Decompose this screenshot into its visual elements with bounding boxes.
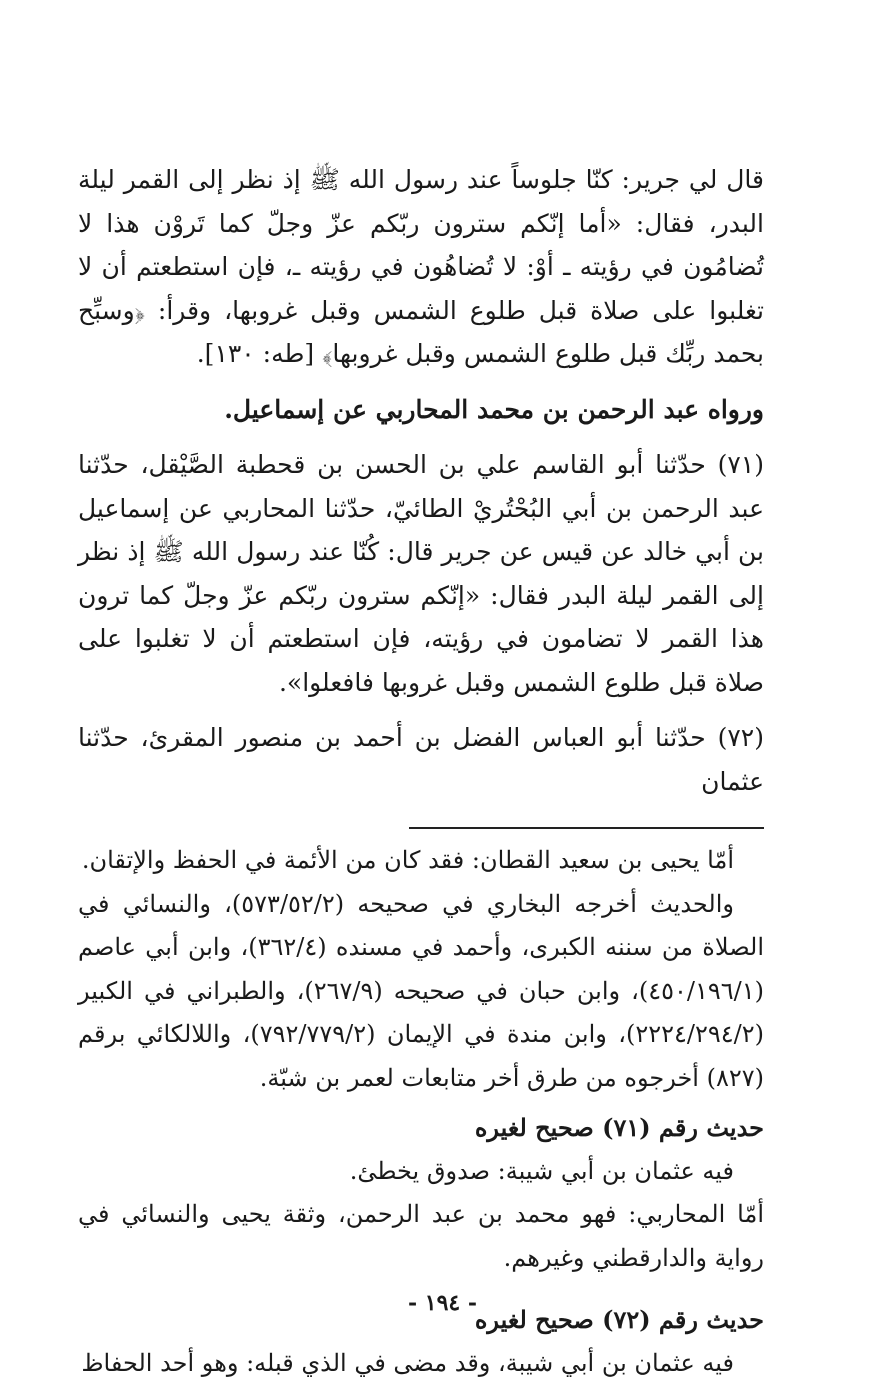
footnote-line: أمّا المحاربي: فهو محمد بن عبد الرحمن، وثقة يحيى والنسائي في رواية والدارقطني وغيرهم. <box>78 1200 764 1272</box>
paragraph-hadith-72: (٧٢) حدّثنا أبو العباس الفضل بن أحمد بن منصور المقرئ، حدّثنا عثمان <box>78 723 764 796</box>
paragraph-hadith-70-text: قال لي جرير: كنّا جلوساً عند رسول الله ﷺ إذ نظر إلى القمر ليلة البدر، فقال: «أما إنّكم سترون ربّكم عزّ وجلّ كما تَروْن هذا لا تُضامُون في رؤيته ـ أوْ: لا تُضاهُون في رؤيته ـ، فإن استطعتم أن لا تغلبوا على صلاة قبل طلوع الشمس وقبل غروبها، وقرأ: ﴿وسبِّح بحمد ربِّك قبل طلوع الشمس وقبل غروبها﴾ [طه: ١٣٠]. <box>78 165 764 368</box>
main-text <box>78 158 764 803</box>
footnote-line: فيه عثمان بن أبي شيبة: صدوق يخطئ. <box>349 1156 734 1185</box>
footnote-line: والحديث أخرجه البخاري في صحيحه (٥٧٣/٥٢/٢)، والنسائي في الصلاة من سننه الكبرى، وأحمد في مسنده (٣٦٢/٤)، وابن أبي عاصم (٤٥٠/١٩٦/١)، وابن حبان في صحيحه (٢٦٧/٩)، والطبراني في الكبير (٢٢٢٤/٢٩٤/٢)، وابن مندة في الإيمان (٧٩٢/٧٧٩/٢)، واللالكائي برقم (٨٢٧) أخرجوه من طرق أخر متابعات لعمر بن شبّة. <box>78 889 765 1092</box>
book-page <box>78 158 764 1385</box>
paragraph-hadith-71: (٧١) حدّثنا أبو القاسم علي بن الحسن بن قحطبة الصَّيْقل، حدّثنا عبد الرحمن بن أبي البُحْتُريْ الطائيّ، حدّثنا المحاربي عن إسماعيل بن أبي خالد عن قيس عن جرير قال: كُنّا عند رسول الله ﷺ إذ نظر إلى القمر ليلة البدر فقال: «إنّكم سترون ربّكم عزّ وجلّ كما ترون هذا القمر لا تضامون في رؤيته، فإن استطعتم أن لا تغلبوا على صلاة قبل طلوع الشمس وقبل غروبها فافعلوا». <box>78 450 764 697</box>
footnote-line: فيه عثمان بن أبي شيبة، وقد مضى في الذي قبله: وهو أحد الحفاظ <box>81 1348 734 1377</box>
footnote-separator <box>409 827 764 829</box>
footnote-heading-72: حديث رقم (٧٢) صحيح لغيره <box>474 1305 764 1334</box>
footnote-line: أمّا يحيى بن سعيد القطان: فقد كان من الأئمة في الحفظ والإتقان. <box>81 846 734 874</box>
page-number: - ١٩٤ - <box>407 1290 478 1316</box>
paragraph-narration-note: ورواه عبد الرحمن بن محمد المحاربي عن إسماعيل. <box>224 394 764 424</box>
footnote-heading-71: حديث رقم (٧١) صحيح لغيره <box>474 1113 764 1142</box>
